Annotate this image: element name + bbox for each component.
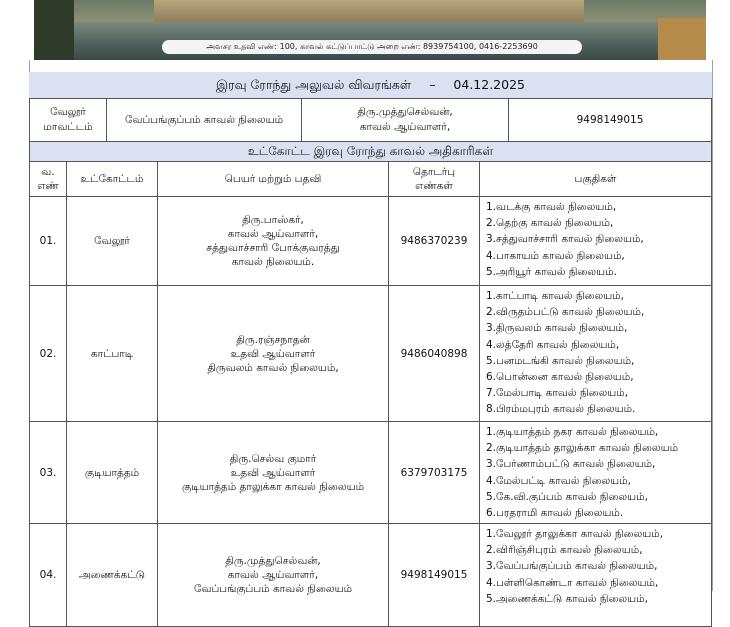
row-areas [480, 422, 712, 524]
row-officer [158, 524, 389, 627]
row-sno: 04. [30, 524, 67, 627]
row-phone: 6379703175 [389, 422, 480, 524]
document-title [29, 72, 712, 98]
emergency-contact-line: அவசர உதவி எண்: 100, காவல் கட்டுப்பாட்டு அறை எண்: 8939754100, 0416-2253690 [162, 40, 582, 54]
title-date: 04.12.2025 [453, 77, 525, 92]
row-phone: 9498149015 [389, 524, 480, 627]
banner-tree-left [34, 0, 74, 60]
station-cell: வேப்பங்குப்பம் காவல் நிலையம் [107, 99, 302, 142]
title-label: இரவு ரோந்து அலுவல் விவரங்கள் [216, 77, 412, 92]
section-subtitle: உட்கோட்ட இரவு ரோந்து காவல் அதிகாரிகள் [29, 142, 712, 161]
row-sno: 03. [30, 422, 67, 524]
header-sno-line2: எண் [37, 180, 59, 192]
header-contact-line2: எண்கள் [415, 180, 453, 192]
header-name: பெயர் மற்றும் பதவி [158, 162, 389, 197]
officer-name-line: வேப்பங்குப்பம் காவல் நிலையம் [193, 583, 353, 595]
area-item: 1.வடக்கு காவல் நிலையம், [486, 201, 617, 213]
area-item: 2.விருதம்பட்டு காவல் நிலையம், [486, 306, 645, 319]
row-phone: 9486040898 [389, 286, 480, 422]
row-sno: 01. [30, 197, 67, 286]
banner-fort [154, 0, 584, 22]
area-item: 2.தெற்கு காவல் நிலையம், [486, 217, 614, 230]
officer-name-line: காவல் ஆய்வாளர், [227, 569, 319, 581]
area-item: 5.பனமடங்கி காவல் நிலையம், [486, 354, 635, 367]
area-item: 4.பள்ளிகொண்டா காவல் நிலையம், [486, 576, 659, 589]
row-phone: 9486370239 [389, 197, 480, 286]
area-item: 4.பாகாயம் காவல் நிலையம், [486, 249, 625, 262]
area-item: 8.பிரம்மபுரம் காவல் நிலையம். [486, 403, 636, 416]
officer-name-line: குடியாத்தம் தாலுக்கா காவல் நிலையம் [181, 480, 365, 493]
row-sno: 02. [30, 286, 67, 422]
area-item: 5.கே.வி.குப்பம் காவல் நிலையம், [486, 490, 648, 503]
row-officer [158, 197, 389, 286]
district-line1: வேலூர் [50, 106, 86, 118]
patrol-officers-table [29, 161, 712, 627]
officer-name-line: திரு.முத்துசெல்வன், [225, 555, 321, 567]
area-item: 3.திருவலம் காவல் நிலையம், [486, 322, 628, 335]
header-sno [30, 162, 67, 197]
area-item: 2.குடியாத்தம் தாலுக்கா காவல் நிலையம் [486, 442, 679, 455]
row-officer [158, 286, 389, 422]
area-item: 3.பேர்ணாம்பட்டு காவல் நிலையம், [486, 458, 656, 471]
area-item: 6.பரதராமி காவல் நிலையம். [486, 506, 624, 519]
table-row [30, 524, 712, 627]
row-officer [158, 422, 389, 524]
row-areas [480, 286, 712, 422]
area-item: 4.மேல்பட்டி காவல் நிலையம், [486, 474, 631, 487]
table-row [30, 286, 712, 422]
area-item: 1.வேலூர் தாலுக்கா காவல் நிலையம், [486, 528, 664, 540]
area-item: 5.அணைக்கட்டு காவல் நிலையம், [486, 592, 648, 605]
area-item: 3.வேப்பங்குப்பம் காவல் நிலையம், [486, 560, 658, 573]
district-cell [30, 99, 107, 142]
header-areas: பகுதிகள் [480, 162, 712, 197]
row-subdivision: அணைக்கட்டு [67, 524, 158, 627]
row-subdivision: குடியாத்தம் [67, 422, 158, 524]
officer-name-line: காவல் ஆய்வாளர், [227, 228, 319, 240]
officer-line2: காவல் ஆய்வாளர், [359, 121, 451, 133]
officer-name-line: காவல் நிலையம். [231, 256, 315, 268]
officer-name-line: உதவி ஆய்வாளர் [230, 466, 316, 479]
district-info-table [29, 98, 712, 142]
officer-cell [302, 99, 509, 142]
header-contact-line1: தொடர்பு [412, 166, 456, 178]
area-item: 7.மேல்பாடி காவல் நிலையம், [486, 387, 629, 400]
table-row [30, 197, 712, 286]
header-subdivision: உட்கோட்டம் [67, 162, 158, 197]
header-banner-image [34, 0, 706, 60]
officer-name-line: திரு.பாஸ்கர், [242, 214, 304, 226]
officer-name-line: திருவலம் காவல் நிலையம், [207, 361, 339, 374]
area-item: 1.காட்பாடி காவல் நிலையம், [486, 290, 625, 302]
area-item: 2.விரிஞ்சிபுரம் காவல் நிலையம், [486, 544, 643, 557]
row-subdivision: வேலூர் [67, 197, 158, 286]
officer-name-line: உதவி ஆய்வாளர் [230, 347, 316, 360]
officer-name-line: திரு.செல்வ குமார் [229, 452, 317, 465]
row-areas [480, 197, 712, 286]
row-subdivision: காட்பாடி [67, 286, 158, 422]
header-contact [389, 162, 480, 197]
table-header-row [30, 162, 712, 197]
district-phone-cell: 9498149015 [509, 99, 712, 142]
table-row [30, 422, 712, 524]
area-item: 5.அரியூர் காவல் நிலையம். [486, 265, 617, 278]
district-line2: மாவட்டம் [43, 121, 93, 133]
officer-line1: திரு.முத்துசெல்வன், [357, 106, 453, 118]
area-item: 6.பொன்னை காவல் நிலையம், [486, 370, 634, 383]
title-dash: – [429, 77, 436, 92]
area-item: 4.லத்தேரி காவல் நிலையம், [486, 338, 620, 351]
officer-name-line: சத்துவாச்சாரி போக்குவரத்து [206, 242, 340, 254]
area-item: 3.சத்துவாச்சாரி காவல் நிலையம், [486, 233, 644, 246]
row-areas [480, 524, 712, 627]
banner-tree-right [658, 18, 706, 60]
header-sno-line1: வ. [41, 166, 55, 178]
area-item: 1.குடியாத்தம் நகர காவல் நிலையம், [486, 426, 659, 438]
officer-name-line: திரு.ரஞ்சநாதன் [236, 333, 310, 346]
